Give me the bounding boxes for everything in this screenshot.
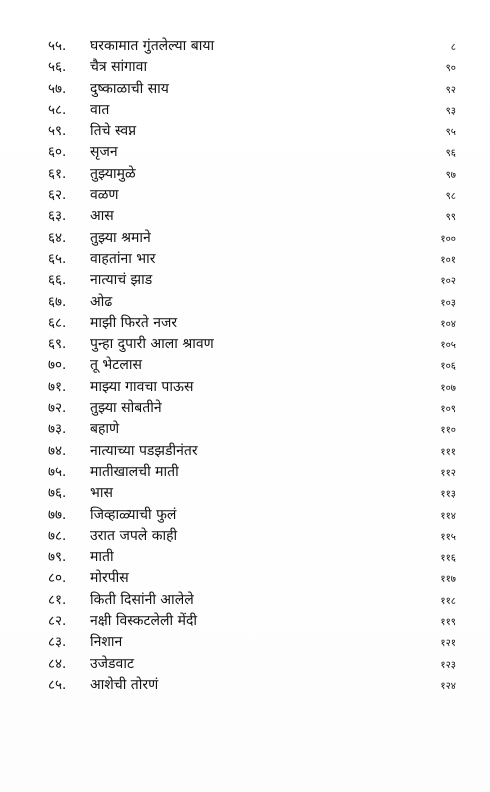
entry-title: ओढ [90,293,113,310]
entry-title: भास [90,485,113,502]
entry-number: ५८. [48,101,67,118]
toc-entry [48,292,456,313]
entry-number: ६०. [48,144,67,161]
entry-page-number: ११७ [440,574,456,586]
toc-entry [48,57,456,78]
toc-entry [48,675,456,696]
entry-title: आस [90,208,114,225]
entry-number: ७१. [48,378,67,395]
toc-entry [48,355,456,376]
entry-page-number: १०५ [440,340,456,352]
entry-page-number: ९८ [445,191,456,203]
entry-title: नात्याच्या पडझडीनंतर [90,442,198,459]
entry-number: ५७. [48,80,67,97]
entry-number: ६९. [48,336,67,353]
entry-page-number: १२४ [440,680,456,692]
entry-number: ७०. [48,357,67,374]
entry-number: ५९. [48,123,67,140]
entry-number: ७५. [48,463,67,480]
entry-title: बहाणे [90,421,120,438]
entry-page-number: ९५ [445,127,456,139]
entry-title: मोरपीस [90,570,129,587]
toc-entry [48,334,456,355]
entry-number: ७६. [48,485,67,502]
entry-number: ८२. [48,613,67,630]
entry-number: ७४. [48,442,67,459]
entry-number: ८०. [48,570,67,587]
toc-entry [48,505,456,526]
entry-page-number: १०२ [440,276,456,288]
toc-entry [48,398,456,419]
entry-title: किती दिसांनी आलेले [90,591,194,608]
entry-page-number: १०७ [440,382,456,394]
entry-title: पुन्हा दुपारी आला श्रावण [90,336,214,353]
entry-title: चैत्र सांगावा [90,59,148,76]
entry-title: निशान [90,634,123,651]
entry-page-number: ९२ [445,84,456,96]
entry-title: आशेची तोरणं [90,676,159,693]
entry-title: उरात जपले काही [90,527,178,544]
toc-entry [48,270,456,291]
entry-number: ७७. [48,506,67,523]
entry-title: दुष्काळाची साय [90,80,169,97]
entry-page-number: १२३ [440,659,456,671]
entry-title: माती [90,549,114,566]
entry-title: तू भेटलास [90,357,142,374]
entry-title: वळण [90,187,119,204]
entry-title: माझी फिरते नजर [90,314,178,331]
entry-title: मातीखालची माती [90,463,179,480]
entry-title: घरकामात गुंतलेल्या बाया [90,38,215,54]
entry-page-number: ११३ [440,489,456,501]
entry-title: तुझ्यामुळे [90,165,136,182]
entry-number: ८५. [48,676,67,693]
entry-page-number: ९६ [445,148,456,160]
entry-number: ६८. [48,314,67,331]
entry-page-number: ९७ [445,169,456,181]
toc-entry [48,483,456,504]
entry-page-number: ११४ [440,510,456,522]
toc-entry [48,185,456,206]
toc-entry [48,313,456,334]
toc-entry [48,121,456,142]
toc-entry [48,228,456,249]
toc-entry [48,206,456,227]
entry-number: ६३. [48,208,67,225]
entry-page-number: १०९ [440,404,456,416]
toc-entry [48,377,456,398]
entry-number: ६६. [48,272,67,289]
toc-entry [48,590,456,611]
entry-title: वात [90,101,110,118]
entry-page-number: १०३ [440,297,456,309]
entry-title: वाहतांना भार [90,250,156,267]
entry-number: ८१. [48,591,67,608]
entry-number: ८४. [48,655,67,672]
toc-entry [48,79,456,100]
toc-entry [48,36,456,57]
entry-number: ६७. [48,293,67,310]
entry-page-number: १०४ [440,318,456,330]
toc-entry [48,632,456,653]
entry-page-number: १०१ [440,254,456,266]
entry-title: नात्याचं झाड [90,272,153,289]
entry-number: ७३. [48,421,67,438]
entry-number: ६५. [48,250,67,267]
entry-title: तुझ्या श्रमाने [90,229,151,246]
entry-title: नक्षी विस्कटलेली मेंदी [90,613,198,630]
entry-page-number: ११८ [440,595,456,607]
toc-entry [48,611,456,632]
entry-page-number: १२१ [440,638,456,650]
entry-title: तुझ्या सोबतीने [90,400,162,417]
entry-page-number: ११० [440,425,456,437]
toc-entry [48,654,456,675]
entry-number: ५५. [48,38,67,54]
entry-page-number: ९३ [445,105,456,117]
toc-entry [48,441,456,462]
toc-entry [48,249,456,270]
entry-number: ६१. [48,165,67,182]
entry-page-number: ११६ [440,553,456,565]
entry-title: माझ्या गावचा पाऊस [90,378,194,395]
table-of-contents [48,36,456,696]
toc-entry [48,568,456,589]
entry-page-number: १०६ [440,361,456,373]
entry-page-number: ८ [450,42,456,53]
entry-title: तिचे स्वप्न [90,123,137,140]
entry-number: ७२. [48,400,67,417]
toc-entry [48,164,456,185]
entry-page-number: १०० [440,233,456,245]
entry-number: ८३. [48,634,67,651]
entry-page-number: १११ [440,446,456,458]
entry-page-number: ११९ [440,617,456,629]
entry-number: ७९. [48,549,67,566]
toc-entry [48,419,456,440]
entry-title: सृजन [90,144,118,161]
entry-number: ५६. [48,59,67,76]
entry-number: ६२. [48,187,67,204]
entry-page-number: ११२ [440,467,456,479]
toc-entry [48,547,456,568]
entry-title: जिव्हाळ्याची फुलं [90,506,177,523]
entry-number: ६४. [48,229,67,246]
entry-number: ७८. [48,527,67,544]
toc-entry [48,142,456,163]
toc-entry [48,100,456,121]
entry-page-number: ९० [445,63,456,75]
entry-page-number: ११५ [440,531,456,543]
toc-entry [48,462,456,483]
entry-page-number: ९९ [445,212,456,224]
toc-entry [48,526,456,547]
entry-title: उजेडवाट [90,655,135,672]
